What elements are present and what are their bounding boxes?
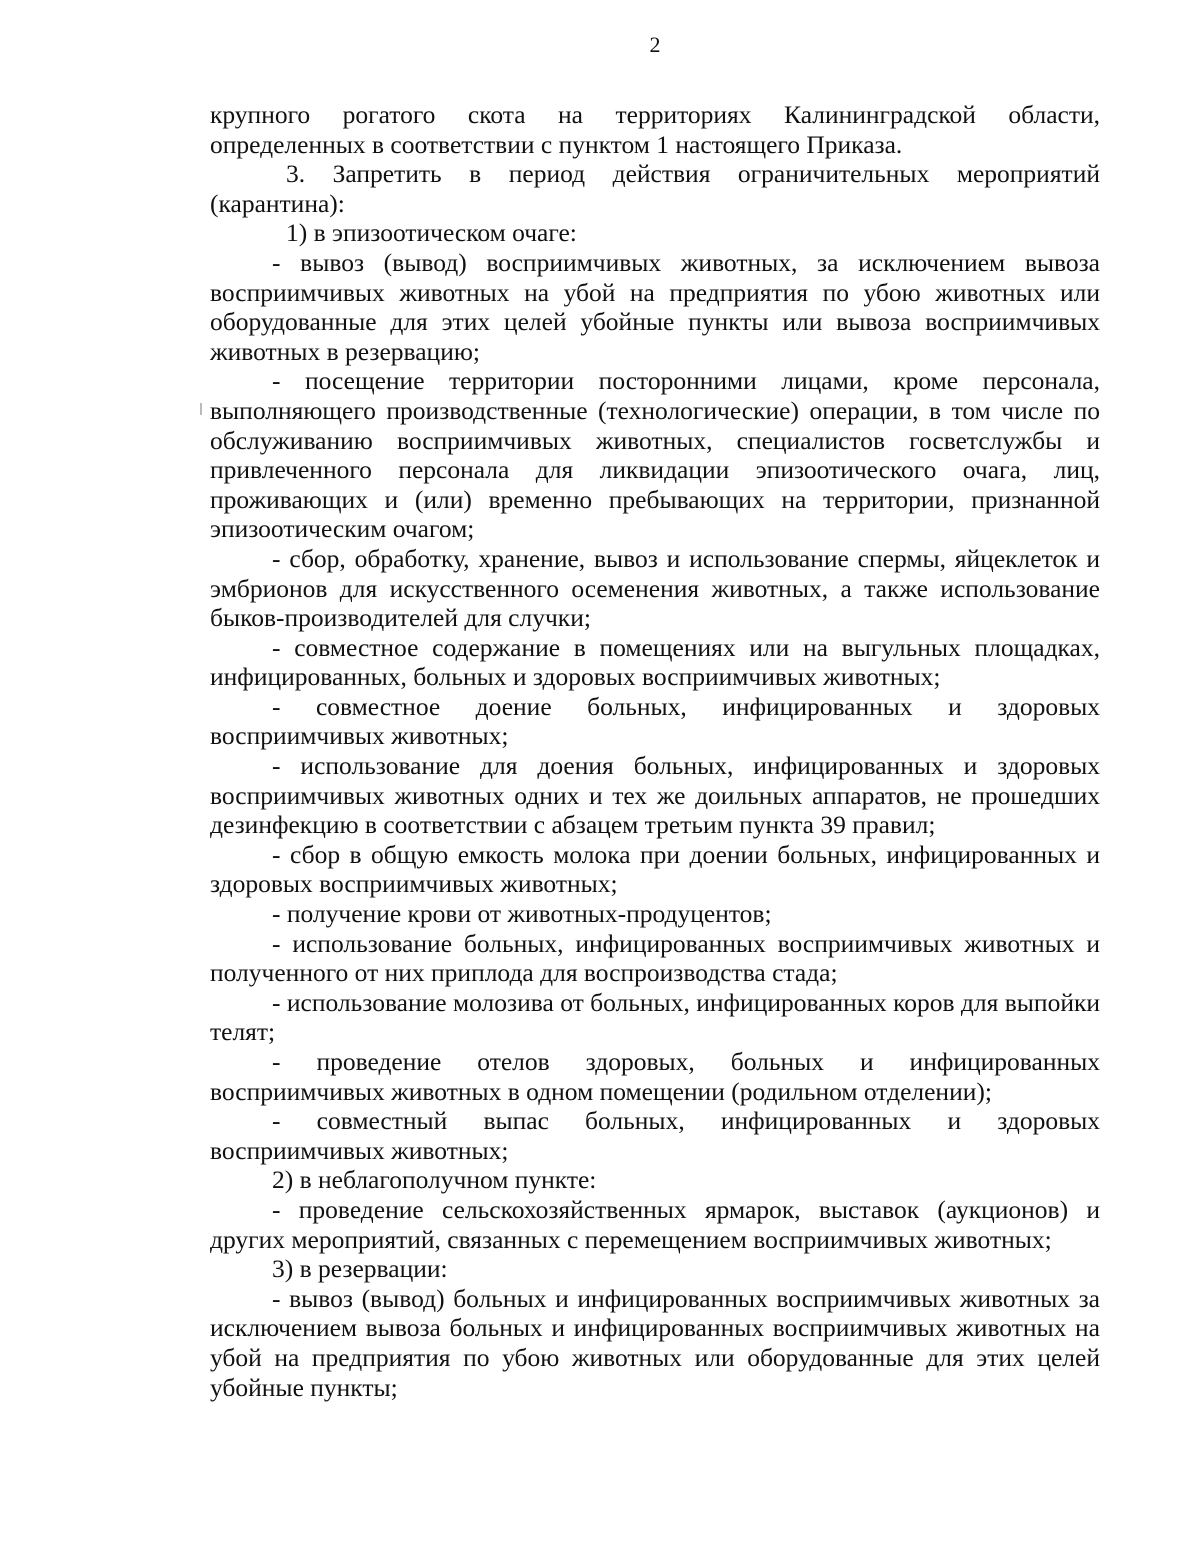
paragraph-bullet: - вывоз (вывод) больных и инфицированных восприимчивых животных за исключением вывоза больных и инфицированных восприимчивых животных на убой на предприятия по убою животных или оборудованные для этих целей убойные пункты; (210, 1283, 1100, 1402)
paragraph-subitem-3: 3) в резервации: (272, 1254, 448, 1284)
paragraph-bullet: - использование молозива от больных, инфицированных коров для выпойки телят; (210, 987, 1100, 1047)
paragraph-bullet: - сбор, обработку, хранение, вывоз и использование спермы, яйцеклеток и эмбрионов для искусственного осеменения животных, а также использование быков-производителей для случки; (210, 543, 1100, 633)
paragraph-bullet: - совместный выпас больных, инфицированных и здоровых восприимчивых животных; (210, 1106, 1100, 1165)
paragraph-bullet: - использование для доения больных, инфицированных и здоровых восприимчивых животных одних и тех же доильных аппаратов, не прошедших дезинфекцию в соответствии с абзацем третьим пункта 39 правил; (210, 751, 1100, 840)
paragraph-subitem-2: 2) в неблагополучном пункте: (272, 1165, 597, 1195)
paragraph-item-3: 3. Запретить в период действия ограничительных мероприятий (карантина): (210, 159, 1100, 218)
paragraph-bullet: - совместное содержание в помещениях или на выгульных площадках, инфицированных, больных и здоровых восприимчивых животных; (210, 632, 1100, 692)
paragraph-bullet: - вывоз (вывод) восприимчивых животных, за исключением вывоза восприимчивых животных на убой на предприятия по убою животных или оборудованные для этих целей убойные пункты или вывоза восприимчивых животных в резервацию; (210, 247, 1100, 366)
scan-artifact-mark (200, 403, 202, 415)
paragraph-bullet: - проведение сельскохозяйственных ярмарок, выставок (аукционов) и других мероприятий, связанных с перемещением восприимчивых животных; (210, 1194, 1100, 1254)
page-number: 2 (649, 32, 661, 57)
paragraph-bullet: - получение крови от животных-продуцентов; (272, 899, 772, 929)
paragraph-subitem-1: 1) в эпизоотическом очаге: (286, 218, 577, 248)
paragraph-bullet: - совместное доение больных, инфицированных и здоровых восприимчивых животных; (210, 691, 1100, 751)
document-body (210, 100, 1100, 1402)
paragraph-continuation: крупного рогатого скота на территориях Калининградской области, определенных в соответствии с пунктом 1 настоящего Приказа. (210, 100, 1100, 159)
paragraph-bullet: - сбор в общую емкость молока при доении больных, инфицированных и здоровых восприимчивых животных; (210, 839, 1100, 899)
paragraph-bullet: - посещение территории посторонними лицами, кроме персонала, выполняющего производственные (технологические) операции, в том числе по обслуживанию восприимчивых животных, специалистов госветслужбы и привлеченного персонала для ликвидации эпизоотического очага, лиц, проживающих и (или) временно пребывающих на территории, признанной эпизоотическим очагом; (210, 366, 1100, 544)
paragraph-bullet: - проведение отелов здоровых, больных и инфицированных восприимчивых животных в одном помещении (родильном отделении); (210, 1047, 1100, 1106)
paragraph-bullet: - использование больных, инфицированных восприимчивых животных и полученного от них приплода для воспроизводства стада; (210, 928, 1100, 988)
